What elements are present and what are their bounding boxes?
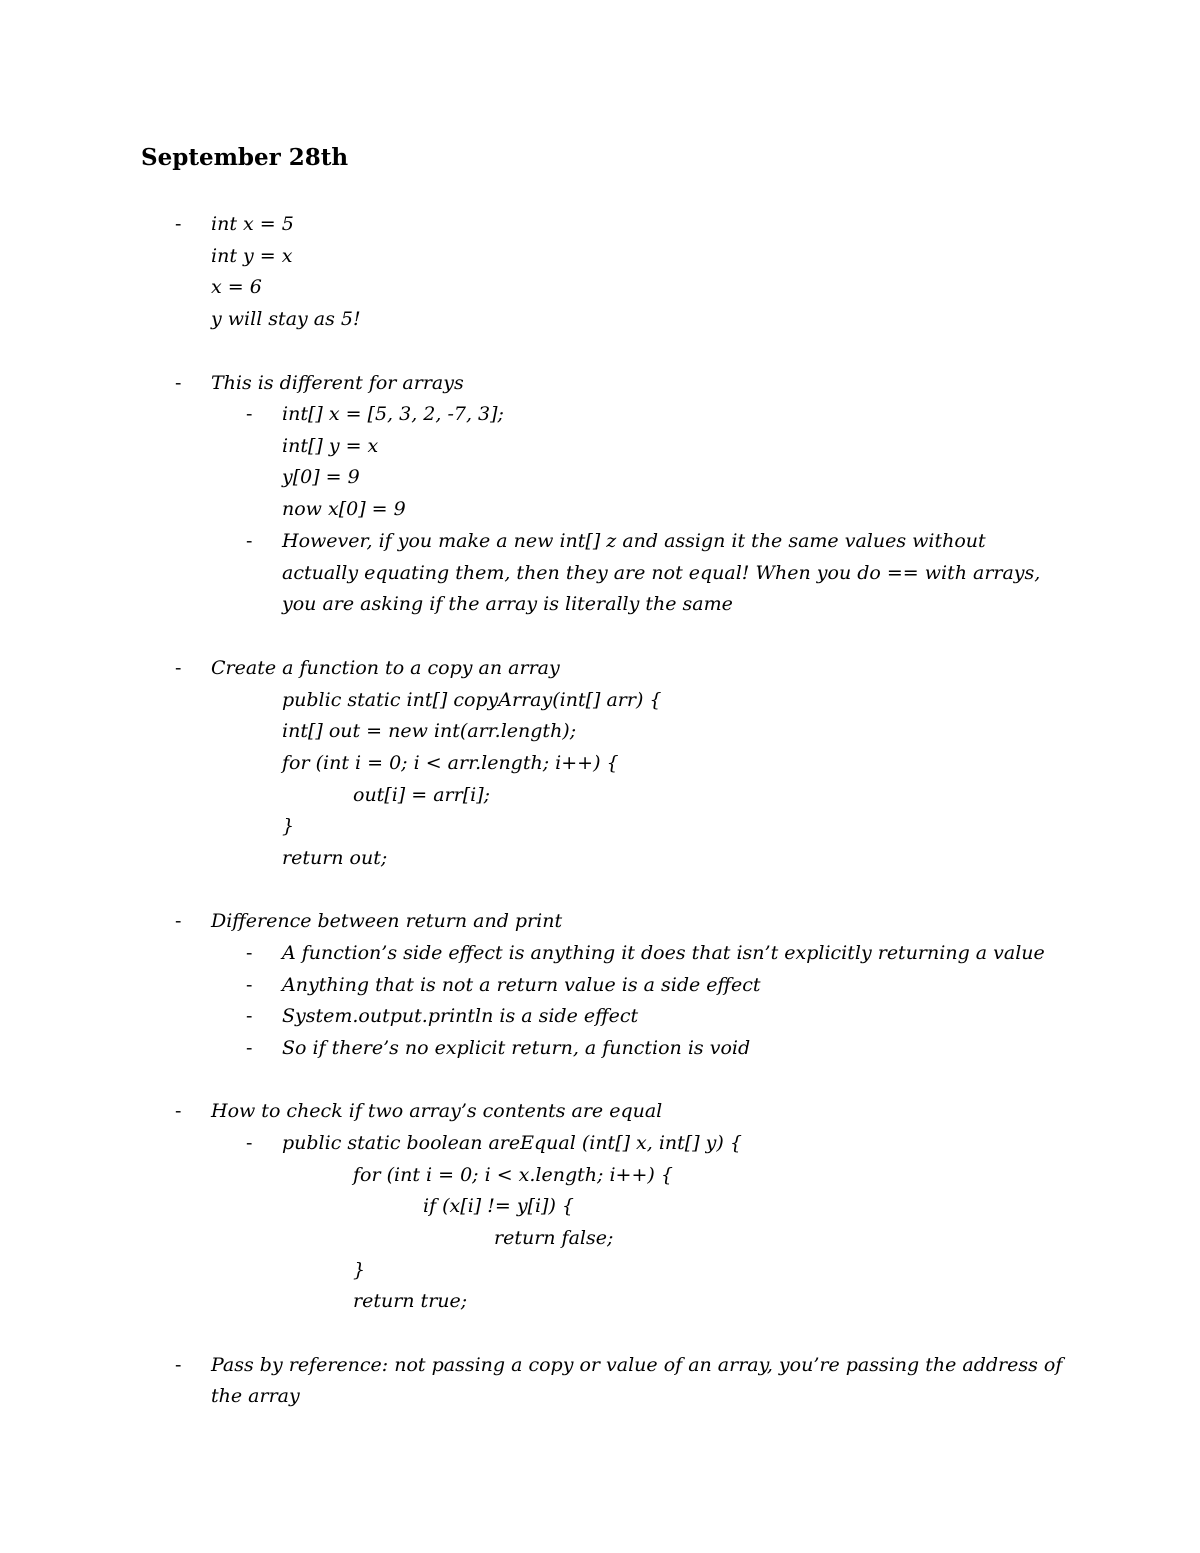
note-line: you are asking if the array is literally the same: [282, 593, 733, 615]
bullet-dash: -: [175, 1100, 182, 1122]
bullet-dash: -: [175, 657, 182, 679]
note-line: int[] y = x: [282, 435, 379, 457]
note-line: Pass by reference: not passing a copy or value of an array, you’re passing the address of: [211, 1354, 1063, 1376]
code-line: }: [353, 1259, 366, 1281]
note-line: However, if you make a new int[] z and assign it the same values without: [282, 530, 986, 552]
note-line: x = 6: [211, 276, 262, 298]
bullet-dash: -: [175, 213, 182, 235]
note-line: A function’s side effect is anything it does that isn’t explicitly returning a value: [282, 942, 1045, 964]
note-line: y will stay as 5!: [211, 308, 361, 330]
note-line: Create a function to a copy an array: [211, 657, 560, 679]
bullet-dash: -: [246, 1132, 253, 1154]
code-line: public static int[] copyArray(int[] arr) {: [282, 689, 662, 711]
note-line: int y = x: [211, 245, 293, 267]
bullet-dash: -: [175, 372, 182, 394]
note-line: So if there’s no explicit return, a function is void: [282, 1037, 751, 1059]
note-line: now x[0] = 9: [282, 498, 406, 520]
bullet-dash: -: [246, 530, 253, 552]
code-line: public static boolean areEqual (int[] x, int[] y) {: [282, 1132, 742, 1154]
note-line: Difference between return and print: [211, 910, 563, 932]
code-line: }: [282, 815, 295, 837]
page-title: September 28th: [141, 144, 349, 171]
code-line: return true;: [353, 1290, 468, 1312]
note-line: This is different for arrays: [211, 372, 464, 394]
bullet-dash: -: [175, 1354, 182, 1376]
code-line: int[] out = new int(arr.length);: [282, 720, 577, 742]
code-line: for (int i = 0; i < x.length; i++) {: [353, 1164, 673, 1186]
note-line: int x = 5: [211, 213, 294, 235]
note-line: y[0] = 9: [282, 466, 360, 488]
code-line: for (int i = 0; i < arr.length; i++) {: [282, 752, 619, 774]
bullet-dash: -: [175, 910, 182, 932]
note-line: System.output.println is a side effect: [282, 1005, 639, 1027]
code-line: if (x[i] != y[i]) {: [423, 1195, 574, 1217]
bullet-dash: -: [246, 403, 253, 425]
note-line: Anything that is not a return value is a side effect: [282, 974, 761, 996]
bullet-dash: -: [246, 974, 253, 996]
code-line: return out;: [282, 847, 388, 869]
bullet-dash: -: [246, 1037, 253, 1059]
note-line: actually equating them, then they are not equal! When you do == with arrays,: [282, 562, 1041, 584]
note-line: How to check if two array’s contents are equal: [211, 1100, 663, 1122]
bullet-dash: -: [246, 942, 253, 964]
note-line: int[] x = [5, 3, 2, -7, 3];: [282, 403, 504, 425]
code-line: return false;: [494, 1227, 614, 1249]
bullet-dash: -: [246, 1005, 253, 1027]
code-line: out[i] = arr[i];: [353, 784, 491, 806]
note-line: the array: [211, 1385, 300, 1407]
